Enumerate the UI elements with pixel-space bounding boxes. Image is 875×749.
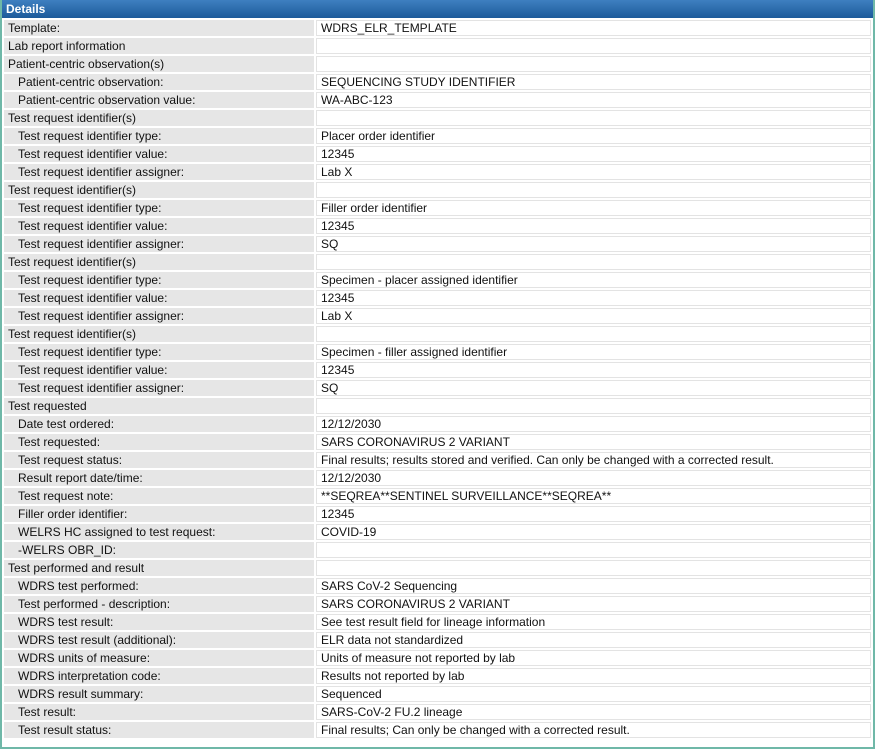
detail-value xyxy=(316,542,871,558)
detail-row xyxy=(4,650,871,666)
detail-value: 12345 xyxy=(316,290,871,306)
detail-label: Patient-centric observation: xyxy=(4,74,314,90)
detail-label: Test performed and result xyxy=(4,560,314,576)
detail-label: Result report date/time: xyxy=(4,470,314,486)
detail-value xyxy=(316,560,871,576)
detail-label: Patient-centric observation value: xyxy=(4,92,314,108)
detail-label: WDRS test result (additional): xyxy=(4,632,314,648)
detail-value: SQ xyxy=(316,380,871,396)
detail-label: Test result: xyxy=(4,704,314,720)
detail-value: Lab X xyxy=(316,308,871,324)
detail-label: Test request identifier value: xyxy=(4,362,314,378)
detail-row xyxy=(4,326,871,342)
detail-value: SARS-CoV-2 FU.2 lineage xyxy=(316,704,871,720)
detail-value: See test result field for lineage information xyxy=(316,614,871,630)
detail-label: Test request identifier assigner: xyxy=(4,164,314,180)
detail-label: WDRS units of measure: xyxy=(4,650,314,666)
detail-row xyxy=(4,128,871,144)
detail-row xyxy=(4,146,871,162)
detail-row xyxy=(4,110,871,126)
detail-label: Test request identifier type: xyxy=(4,128,314,144)
detail-row xyxy=(4,362,871,378)
detail-value: Final results; Can only be changed with a corrected result. xyxy=(316,722,871,738)
details-table xyxy=(2,18,873,740)
detail-label: Lab report information xyxy=(4,38,314,54)
detail-row xyxy=(4,578,871,594)
detail-label: -WELRS OBR_ID: xyxy=(4,542,314,558)
detail-value: SARS CORONAVIRUS 2 VARIANT xyxy=(316,596,871,612)
details-title: Details xyxy=(6,2,46,16)
detail-row xyxy=(4,56,871,72)
detail-row xyxy=(4,434,871,450)
detail-label: WDRS interpretation code: xyxy=(4,668,314,684)
detail-value: SQ xyxy=(316,236,871,252)
detail-row xyxy=(4,254,871,270)
detail-row xyxy=(4,200,871,216)
detail-value xyxy=(316,110,871,126)
detail-value: Final results; results stored and verified. Can only be changed with a corrected result. xyxy=(316,452,871,468)
detail-label: WELRS HC assigned to test request: xyxy=(4,524,314,540)
detail-label: WDRS test result: xyxy=(4,614,314,630)
detail-value xyxy=(316,398,871,414)
detail-value xyxy=(316,326,871,342)
detail-label: Test request identifier assigner: xyxy=(4,236,314,252)
detail-label: Test request status: xyxy=(4,452,314,468)
detail-label: Patient-centric observation(s) xyxy=(4,56,314,72)
detail-row xyxy=(4,398,871,414)
detail-label: Test performed - description: xyxy=(4,596,314,612)
detail-row xyxy=(4,632,871,648)
detail-value: Lab X xyxy=(316,164,871,180)
detail-row xyxy=(4,290,871,306)
detail-row xyxy=(4,722,871,738)
detail-row xyxy=(4,524,871,540)
detail-row xyxy=(4,236,871,252)
detail-value xyxy=(316,182,871,198)
detail-value: Units of measure not reported by lab xyxy=(316,650,871,666)
detail-value: Results not reported by lab xyxy=(316,668,871,684)
detail-row xyxy=(4,308,871,324)
detail-value: SARS CoV-2 Sequencing xyxy=(316,578,871,594)
detail-label: Test request identifier type: xyxy=(4,272,314,288)
detail-label: Test request identifier(s) xyxy=(4,110,314,126)
detail-row xyxy=(4,686,871,702)
detail-row xyxy=(4,272,871,288)
detail-row xyxy=(4,470,871,486)
detail-value: 12345 xyxy=(316,506,871,522)
detail-value: 12345 xyxy=(316,146,871,162)
detail-label: WDRS result summary: xyxy=(4,686,314,702)
detail-row xyxy=(4,668,871,684)
detail-value: 12/12/2030 xyxy=(316,470,871,486)
detail-row xyxy=(4,596,871,612)
detail-value: SEQUENCING STUDY IDENTIFIER xyxy=(316,74,871,90)
detail-label: Test request identifier(s) xyxy=(4,254,314,270)
detail-label: Test requested xyxy=(4,398,314,414)
detail-row xyxy=(4,506,871,522)
detail-row xyxy=(4,92,871,108)
detail-label: Test result status: xyxy=(4,722,314,738)
detail-label: WDRS test performed: xyxy=(4,578,314,594)
details-header xyxy=(2,0,873,18)
detail-row xyxy=(4,416,871,432)
detail-value: WA-ABC-123 xyxy=(316,92,871,108)
detail-value: 12/12/2030 xyxy=(316,416,871,432)
detail-label: Test request identifier(s) xyxy=(4,182,314,198)
detail-value: Specimen - placer assigned identifier xyxy=(316,272,871,288)
detail-label: Test request identifier type: xyxy=(4,200,314,216)
detail-value: COVID-19 xyxy=(316,524,871,540)
detail-row xyxy=(4,488,871,504)
detail-value xyxy=(316,254,871,270)
detail-row xyxy=(4,614,871,630)
detail-label: Test request identifier value: xyxy=(4,290,314,306)
detail-value: 12345 xyxy=(316,218,871,234)
detail-row xyxy=(4,38,871,54)
detail-label: Test request identifier value: xyxy=(4,218,314,234)
detail-value: Sequenced xyxy=(316,686,871,702)
detail-row xyxy=(4,218,871,234)
detail-value xyxy=(316,38,871,54)
detail-row xyxy=(4,542,871,558)
detail-value: **SEQREA**SENTINEL SURVEILLANCE**SEQREA** xyxy=(316,488,871,504)
detail-label: Date test ordered: xyxy=(4,416,314,432)
detail-row xyxy=(4,74,871,90)
detail-label: Test request identifier assigner: xyxy=(4,380,314,396)
detail-row xyxy=(4,380,871,396)
detail-row xyxy=(4,182,871,198)
detail-label: Test request identifier value: xyxy=(4,146,314,162)
detail-row xyxy=(4,452,871,468)
detail-row xyxy=(4,344,871,360)
detail-value: ELR data not standardized xyxy=(316,632,871,648)
detail-label: Filler order identifier: xyxy=(4,506,314,522)
detail-label: Template: xyxy=(4,20,314,36)
detail-label: Test request identifier assigner: xyxy=(4,308,314,324)
detail-label: Test requested: xyxy=(4,434,314,450)
detail-row xyxy=(4,704,871,720)
detail-label: Test request identifier(s) xyxy=(4,326,314,342)
detail-row xyxy=(4,560,871,576)
detail-value: WDRS_ELR_TEMPLATE xyxy=(316,20,871,36)
detail-value: SARS CORONAVIRUS 2 VARIANT xyxy=(316,434,871,450)
detail-value: Filler order identifier xyxy=(316,200,871,216)
detail-value xyxy=(316,56,871,72)
detail-value: 12345 xyxy=(316,362,871,378)
detail-label: Test request identifier type: xyxy=(4,344,314,360)
detail-label: Test request note: xyxy=(4,488,314,504)
detail-value: Specimen - filler assigned identifier xyxy=(316,344,871,360)
detail-row xyxy=(4,164,871,180)
detail-value: Placer order identifier xyxy=(316,128,871,144)
detail-row xyxy=(4,20,871,36)
